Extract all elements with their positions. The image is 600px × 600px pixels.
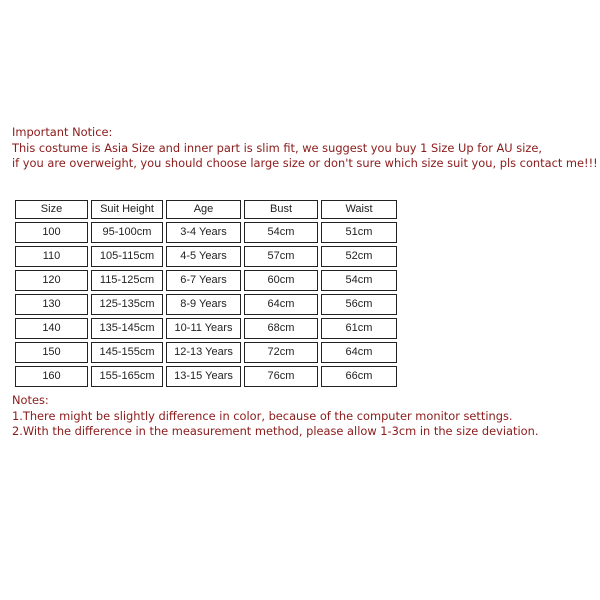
cell-bust: 76cm [244, 366, 318, 387]
table-row [15, 294, 397, 315]
notes-section [12, 393, 597, 440]
cell-height: 105-115cm [91, 246, 163, 267]
cell-size: 150 [15, 342, 88, 363]
cell-size: 140 [15, 318, 88, 339]
table-row [15, 366, 397, 387]
cell-height: 155-165cm [91, 366, 163, 387]
cell-height: 125-135cm [91, 294, 163, 315]
header-waist: Waist [321, 200, 397, 219]
notice-line-2: if you are overweight, you should choose large size or don't sure which size suit you, pls contact me!!! [12, 156, 598, 170]
cell-height: 115-125cm [91, 270, 163, 291]
cell-height: 95-100cm [91, 222, 163, 243]
cell-age: 4-5 Years [166, 246, 241, 267]
note-item-2: 2.With the difference in the measurement method, please allow 1-3cm in the size deviation. [12, 424, 539, 438]
header-age: Age [166, 200, 241, 219]
cell-bust: 57cm [244, 246, 318, 267]
cell-size: 120 [15, 270, 88, 291]
notice-line-1: This costume is Asia Size and inner part is slim fit, we suggest you buy 1 Size Up for AU size, [12, 140, 542, 155]
notes-heading: Notes: [12, 393, 49, 407]
note-item-1: 1.There might be slightly difference in color, because of the computer monitor settings. [12, 408, 513, 423]
table-row [15, 246, 397, 267]
cell-age: 10-11 Years [166, 318, 241, 339]
cell-waist: 66cm [321, 366, 397, 387]
cell-size: 100 [15, 222, 88, 243]
cell-waist: 61cm [321, 318, 397, 339]
cell-bust: 60cm [244, 270, 318, 291]
cell-waist: 56cm [321, 294, 397, 315]
notice-heading: Important Notice: [12, 125, 113, 139]
table-row [15, 318, 397, 339]
table-row [15, 222, 397, 243]
important-notice [12, 125, 597, 172]
cell-age: 6-7 Years [166, 270, 241, 291]
header-size: Size [15, 200, 88, 219]
cell-waist: 51cm [321, 222, 397, 243]
size-chart-table [12, 197, 400, 390]
cell-size: 110 [15, 246, 88, 267]
cell-bust: 54cm [244, 222, 318, 243]
cell-height: 145-155cm [91, 342, 163, 363]
cell-age: 13-15 Years [166, 366, 241, 387]
header-suit-height: Suit Height [91, 200, 163, 219]
cell-age: 8-9 Years [166, 294, 241, 315]
cell-bust: 68cm [244, 318, 318, 339]
cell-waist: 64cm [321, 342, 397, 363]
cell-waist: 54cm [321, 270, 397, 291]
cell-waist: 52cm [321, 246, 397, 267]
table-row [15, 342, 397, 363]
cell-bust: 64cm [244, 294, 318, 315]
table-row [15, 270, 397, 291]
cell-age: 3-4 Years [166, 222, 241, 243]
cell-height: 135-145cm [91, 318, 163, 339]
cell-bust: 72cm [244, 342, 318, 363]
cell-size: 130 [15, 294, 88, 315]
cell-size: 160 [15, 366, 88, 387]
cell-age: 12-13 Years [166, 342, 241, 363]
table-header-row [15, 200, 397, 219]
header-bust: Bust [244, 200, 318, 219]
